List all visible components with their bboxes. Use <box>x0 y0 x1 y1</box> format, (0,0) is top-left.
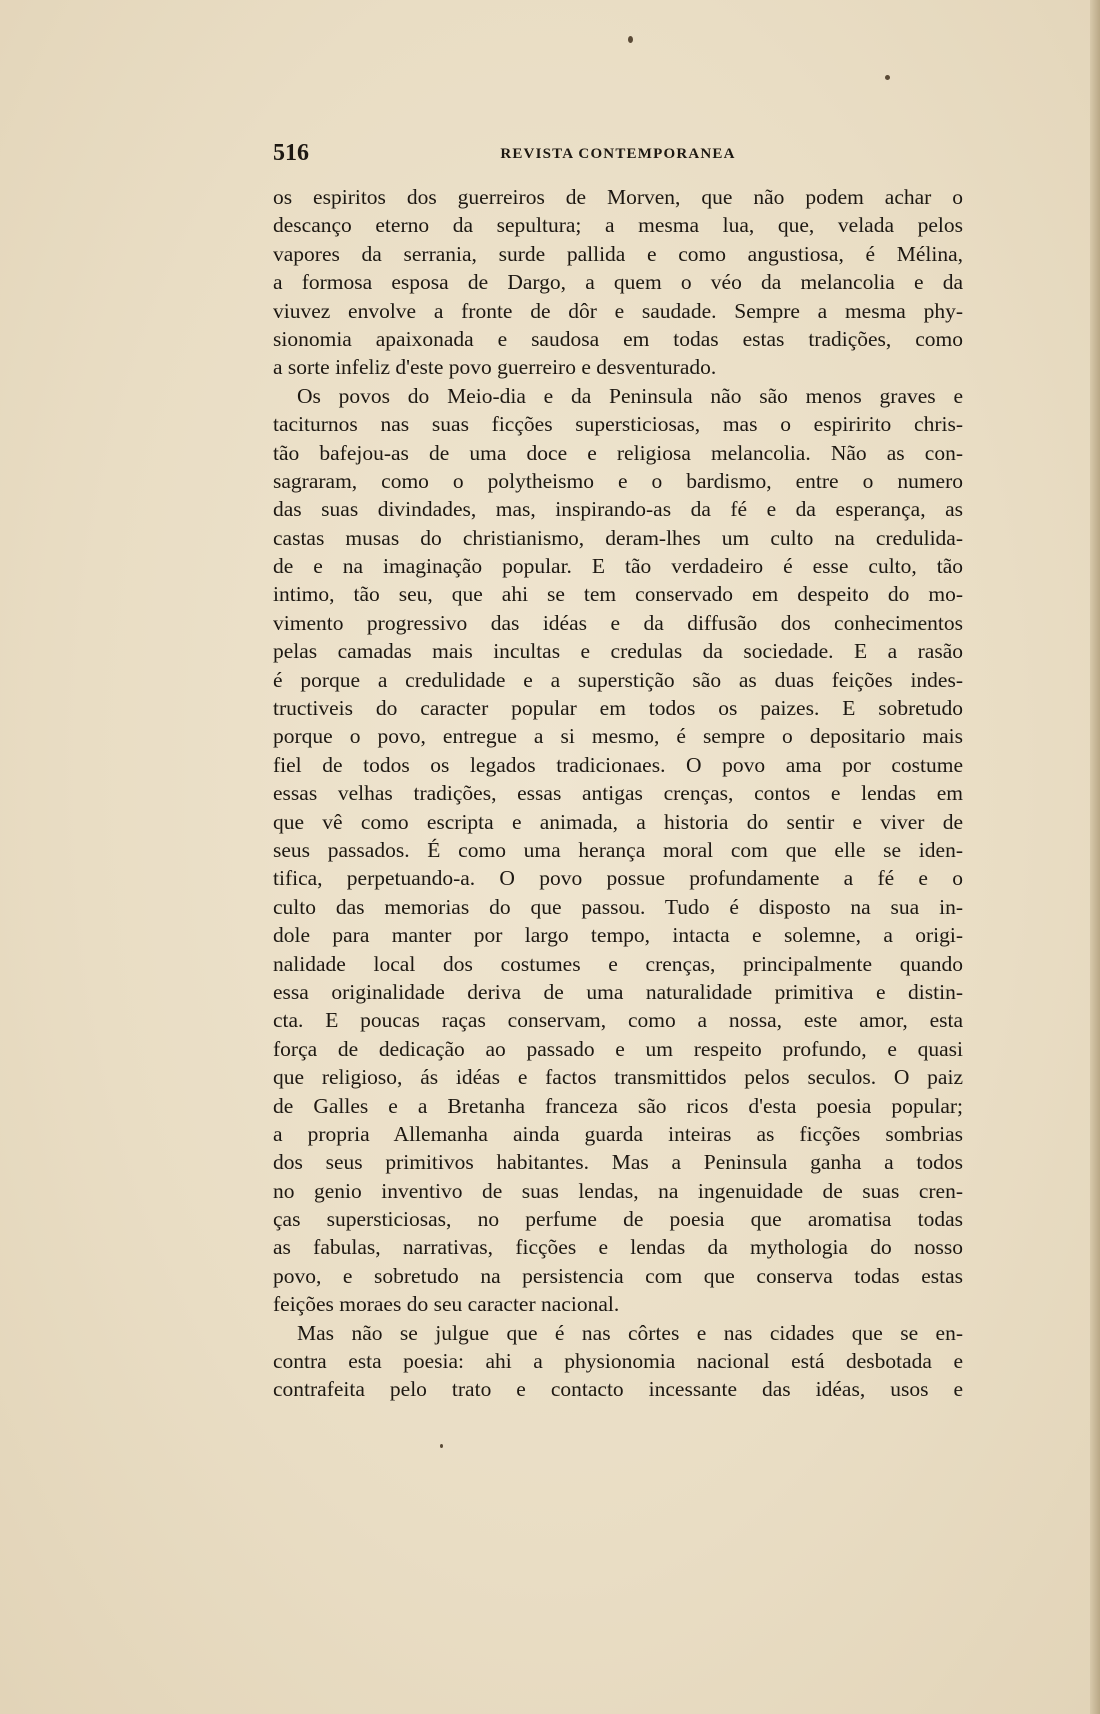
text-line: no genio inventivo de suas lendas, na ingenuidade de suas cren- <box>273 1178 963 1203</box>
body-text <box>273 183 963 1404</box>
text-line: essa originalidade deriva de uma naturalidade primitiva e distin- <box>273 979 963 1004</box>
running-head-title: REVISTA CONTEMPORANEA <box>500 146 736 162</box>
text-line: tructiveis do caracter popular em todos os paizes. E sobretudo <box>273 696 963 721</box>
text-line: intimo, tão seu, que ahi se tem conservado em despeito do mo- <box>273 582 963 607</box>
paragraph <box>273 1319 963 1404</box>
paragraph <box>273 183 963 382</box>
text-line: nalidade local dos costumes e crenças, principalmente quando <box>273 951 963 976</box>
page-edge <box>1090 0 1100 1714</box>
text-line: é porque a credulidade e a superstição são as duas feições indes- <box>273 667 963 692</box>
text-line: que religioso, ás idéas e factos transmittidos pelos seculos. O paiz <box>273 1065 963 1090</box>
text-line: os espiritos dos guerreiros de Morven, que não podem achar o <box>273 185 963 209</box>
text-line: tifica, perpetuando-a. O povo possue profundamente a fé e o <box>273 866 963 891</box>
text-line: vapores da serrania, surde pallida e como angustiosa, é Mélina, <box>273 241 963 266</box>
text-line: de Galles e a Bretanha franceza são ricos d'esta poesia popular; <box>273 1093 963 1118</box>
text-line: sagraram, como o polytheismo e o bardismo, entre o numero <box>273 468 963 493</box>
ink-speck <box>628 36 633 43</box>
text-line: Os povos do Meio-dia e da Peninsula não são menos graves e <box>297 383 963 408</box>
text-line: dos seus primitivos habitantes. Mas a Peninsula ganha a todos <box>273 1150 963 1175</box>
text-line: a formosa esposa de Dargo, a quem o véo da melancolia e da <box>273 270 963 295</box>
ink-speck <box>885 75 890 80</box>
text-line: fiel de todos os legados tradicionaes. O povo ama por costume <box>273 752 963 777</box>
text-line: viuvez envolve a fronte de dôr e saudade. Sempre a mesma phy- <box>273 298 963 323</box>
text-line: povo, e sobretudo na persistencia com que conserva todas estas <box>273 1263 963 1288</box>
text-line: dole para manter por largo tempo, intacta e solemne, a origi- <box>273 923 963 948</box>
text-line: das suas divindades, mas, inspirando-as da fé e da esperança, as <box>273 497 963 522</box>
text-line: Mas não se julgue que é nas côrtes e nas cidades que se en- <box>297 1320 963 1345</box>
text-line: castas musas do christianismo, deram-lhes um culto na credulida- <box>273 525 963 550</box>
text-line: pelas camadas mais incultas e credulas da sociedade. E a rasão <box>273 639 963 664</box>
text-line: cta. E poucas raças conservam, como a nossa, este amor, esta <box>273 1008 963 1033</box>
text-line: vimento progressivo das idéas e da diffusão dos conhecimentos <box>273 610 963 635</box>
text-line: taciturnos nas suas ficções supersticiosas, mas o espiririto chris- <box>273 412 963 437</box>
text-line: essas velhas tradições, essas antigas crenças, contos e lendas em <box>273 781 963 806</box>
running-header <box>273 140 963 174</box>
text-line: seus passados. É como uma herança moral com que elle se iden- <box>273 837 963 862</box>
text-line: contrafeita pelo trato e contacto incessante das idéas, usos e <box>273 1377 963 1402</box>
paragraph <box>273 382 963 1319</box>
text-line: tão bafejou-as de uma doce e religiosa melancolia. Não as con- <box>273 440 963 465</box>
text-line: força de dedicação ao passado e um respeito profundo, e quasi <box>273 1036 963 1061</box>
page-number: 516 <box>273 140 309 166</box>
text-line: que vê como escripta e animada, a historia do sentir e viver de <box>273 809 963 834</box>
text-line: culto das memorias do que passou. Tudo é disposto na sua in- <box>273 894 963 919</box>
text-line: descanço eterno da sepultura; a mesma lua, que, velada pelos <box>273 213 963 238</box>
text-line: a propria Allemanha ainda guarda inteiras as ficções sombrias <box>273 1121 963 1146</box>
text-line: de e na imaginação popular. E tão verdadeiro é esse culto, tão <box>273 554 963 579</box>
text-line: porque o povo, entregue a si mesmo, é sempre o depositario mais <box>273 724 963 749</box>
ink-speck <box>440 1444 443 1448</box>
text-line: feições moraes do seu caracter nacional. <box>273 1292 620 1317</box>
text-line: ças supersticiosas, no perfume de poesia que aromatisa todas <box>273 1207 963 1232</box>
text-line: a sorte infeliz d'este povo guerreiro e desventurado. <box>273 355 717 380</box>
text-line: as fabulas, narrativas, ficções e lendas da mythologia do nosso <box>273 1235 963 1260</box>
text-line: contra esta poesia: ahi a physionomia nacional está desbotada e <box>273 1349 963 1374</box>
text-line: sionomia apaixonada e saudosa em todas estas tradições, como <box>273 326 963 351</box>
